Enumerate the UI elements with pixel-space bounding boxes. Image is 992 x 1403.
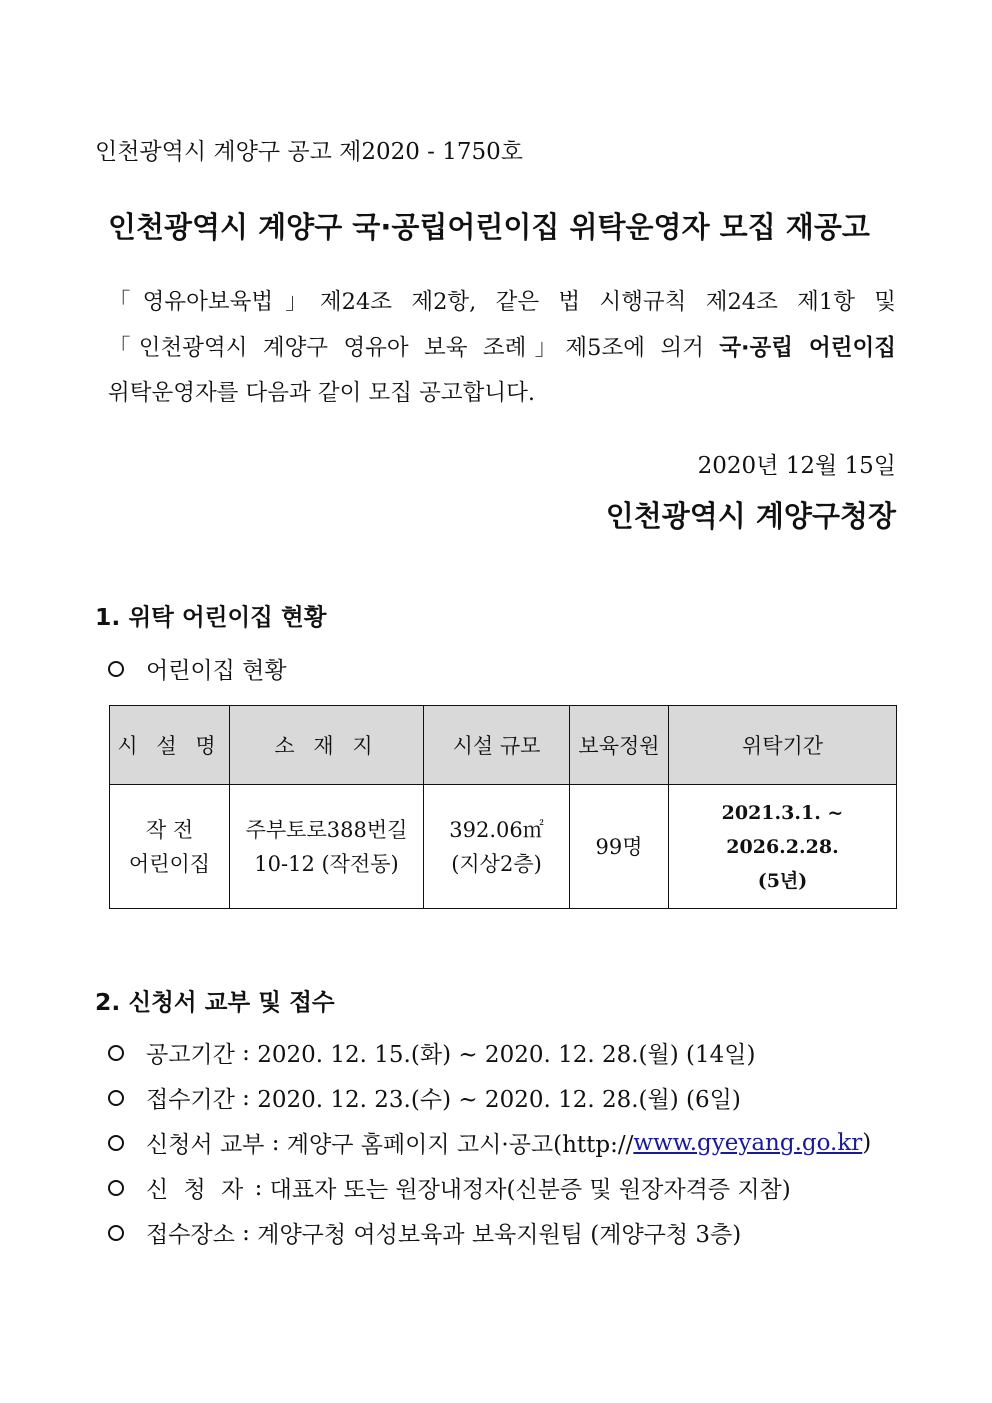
cell-period (669, 785, 897, 909)
issuer-name: 인천광역시 계양구청장 (605, 499, 896, 533)
header-facility-size: 시설 규모 (424, 706, 570, 785)
facility-table (109, 705, 897, 909)
header-period: 위탁기간 (669, 706, 897, 785)
facility-name-line-1: 작 전 (145, 817, 194, 842)
cell-capacity: 99명 (570, 785, 669, 909)
period-line-1: 2021.3.1. ~ 2026.2.28. (721, 801, 844, 858)
item-separator: : (234, 1039, 258, 1066)
section-2-heading: 2. 신청서 교부 및 접수 (95, 988, 335, 1016)
circle-bullet-icon (108, 1225, 124, 1241)
list-item-application-form (108, 1126, 871, 1159)
item-label: 접수기간 (146, 1087, 235, 1113)
notice-number: 인천광역시 계양구 공고 제2020 - 1750호 (95, 139, 524, 165)
circle-bullet-icon (108, 661, 124, 677)
list-item-receipt-location (108, 1216, 741, 1249)
circle-bullet-icon (108, 1045, 124, 1061)
notice-date: 2020년 12월 15일 (697, 453, 896, 479)
location-line-2: 10-12 (작전동) (254, 851, 399, 876)
intro-line-3: 위탁운영자를 다음과 같이 모집 공고합니다. (108, 380, 535, 406)
header-location: 소 재 지 (230, 706, 424, 785)
intro-line-2 (108, 330, 896, 362)
item-separator: : (234, 1084, 258, 1111)
item-separator: : (264, 1129, 287, 1156)
period-line-2: (5년) (757, 869, 808, 892)
cell-location (230, 785, 424, 909)
header-capacity: 보육정원 (570, 706, 669, 785)
item-label: 신 청 자 (146, 1177, 248, 1203)
table-row (110, 785, 897, 909)
table-header-row (110, 706, 897, 785)
cell-facility-name (110, 785, 230, 909)
header-facility-name: 시 설 명 (110, 706, 230, 785)
item-separator: : (234, 1219, 258, 1246)
item-value: 2020. 12. 15.(화) ~ 2020. 12. 28.(월) (14일) (257, 1042, 756, 1068)
item-label: 신청서 교부 (146, 1132, 265, 1158)
website-link[interactable]: www.gyeyang.go.kr (633, 1129, 863, 1156)
section-1-heading: 1. 위탁 어린이집 현황 (95, 603, 327, 631)
circle-bullet-icon (108, 1135, 124, 1151)
location-line-1: 주부토로388번길 (245, 817, 408, 842)
document-title: 인천광역시 계양구 국·공립어린이집 위탁운영자 모집 재공고 (108, 210, 870, 244)
circle-bullet-icon (108, 1180, 124, 1196)
intro-line-2-text: 「인천광역시 계양구 영유아 보육 조례」제5조에 의거 (108, 335, 720, 361)
list-item-applicant (108, 1171, 791, 1204)
size-line-1: 392.06㎡ (449, 817, 544, 842)
list-item-receipt-period (108, 1081, 741, 1114)
item-separator: : (247, 1174, 270, 1201)
facility-name-line-2: 어린이집 (128, 851, 211, 876)
subsection-label (108, 652, 287, 685)
item-value-end: ) (862, 1129, 872, 1156)
item-label: 공고기간 (146, 1042, 235, 1068)
size-line-2: (지상2층) (451, 851, 542, 876)
circle-bullet-icon (108, 1090, 124, 1106)
intro-line-1: 「영유아보육법」제24조 제2항, 같은 법 시행규칙 제24조 제1항 및 (108, 289, 896, 315)
item-value: 계양구청 여성보육과 보육지원팀 (계양구청 3층) (257, 1222, 742, 1248)
subsection-text: 어린이집 현황 (146, 658, 287, 684)
cell-facility-size (424, 785, 570, 909)
list-item-notice-period (108, 1036, 755, 1069)
item-label: 접수장소 (146, 1222, 235, 1248)
intro-line-2-bold: 국·공립 어린이집 (719, 335, 896, 361)
item-value: 계양구 홈페이지 고시·공고(http:// (286, 1132, 634, 1158)
item-value: 대표자 또는 원장내정자(신분증 및 원장자격증 지참) (269, 1177, 791, 1203)
item-value: 2020. 12. 23.(수) ~ 2020. 12. 28.(월) (6일) (257, 1087, 741, 1113)
